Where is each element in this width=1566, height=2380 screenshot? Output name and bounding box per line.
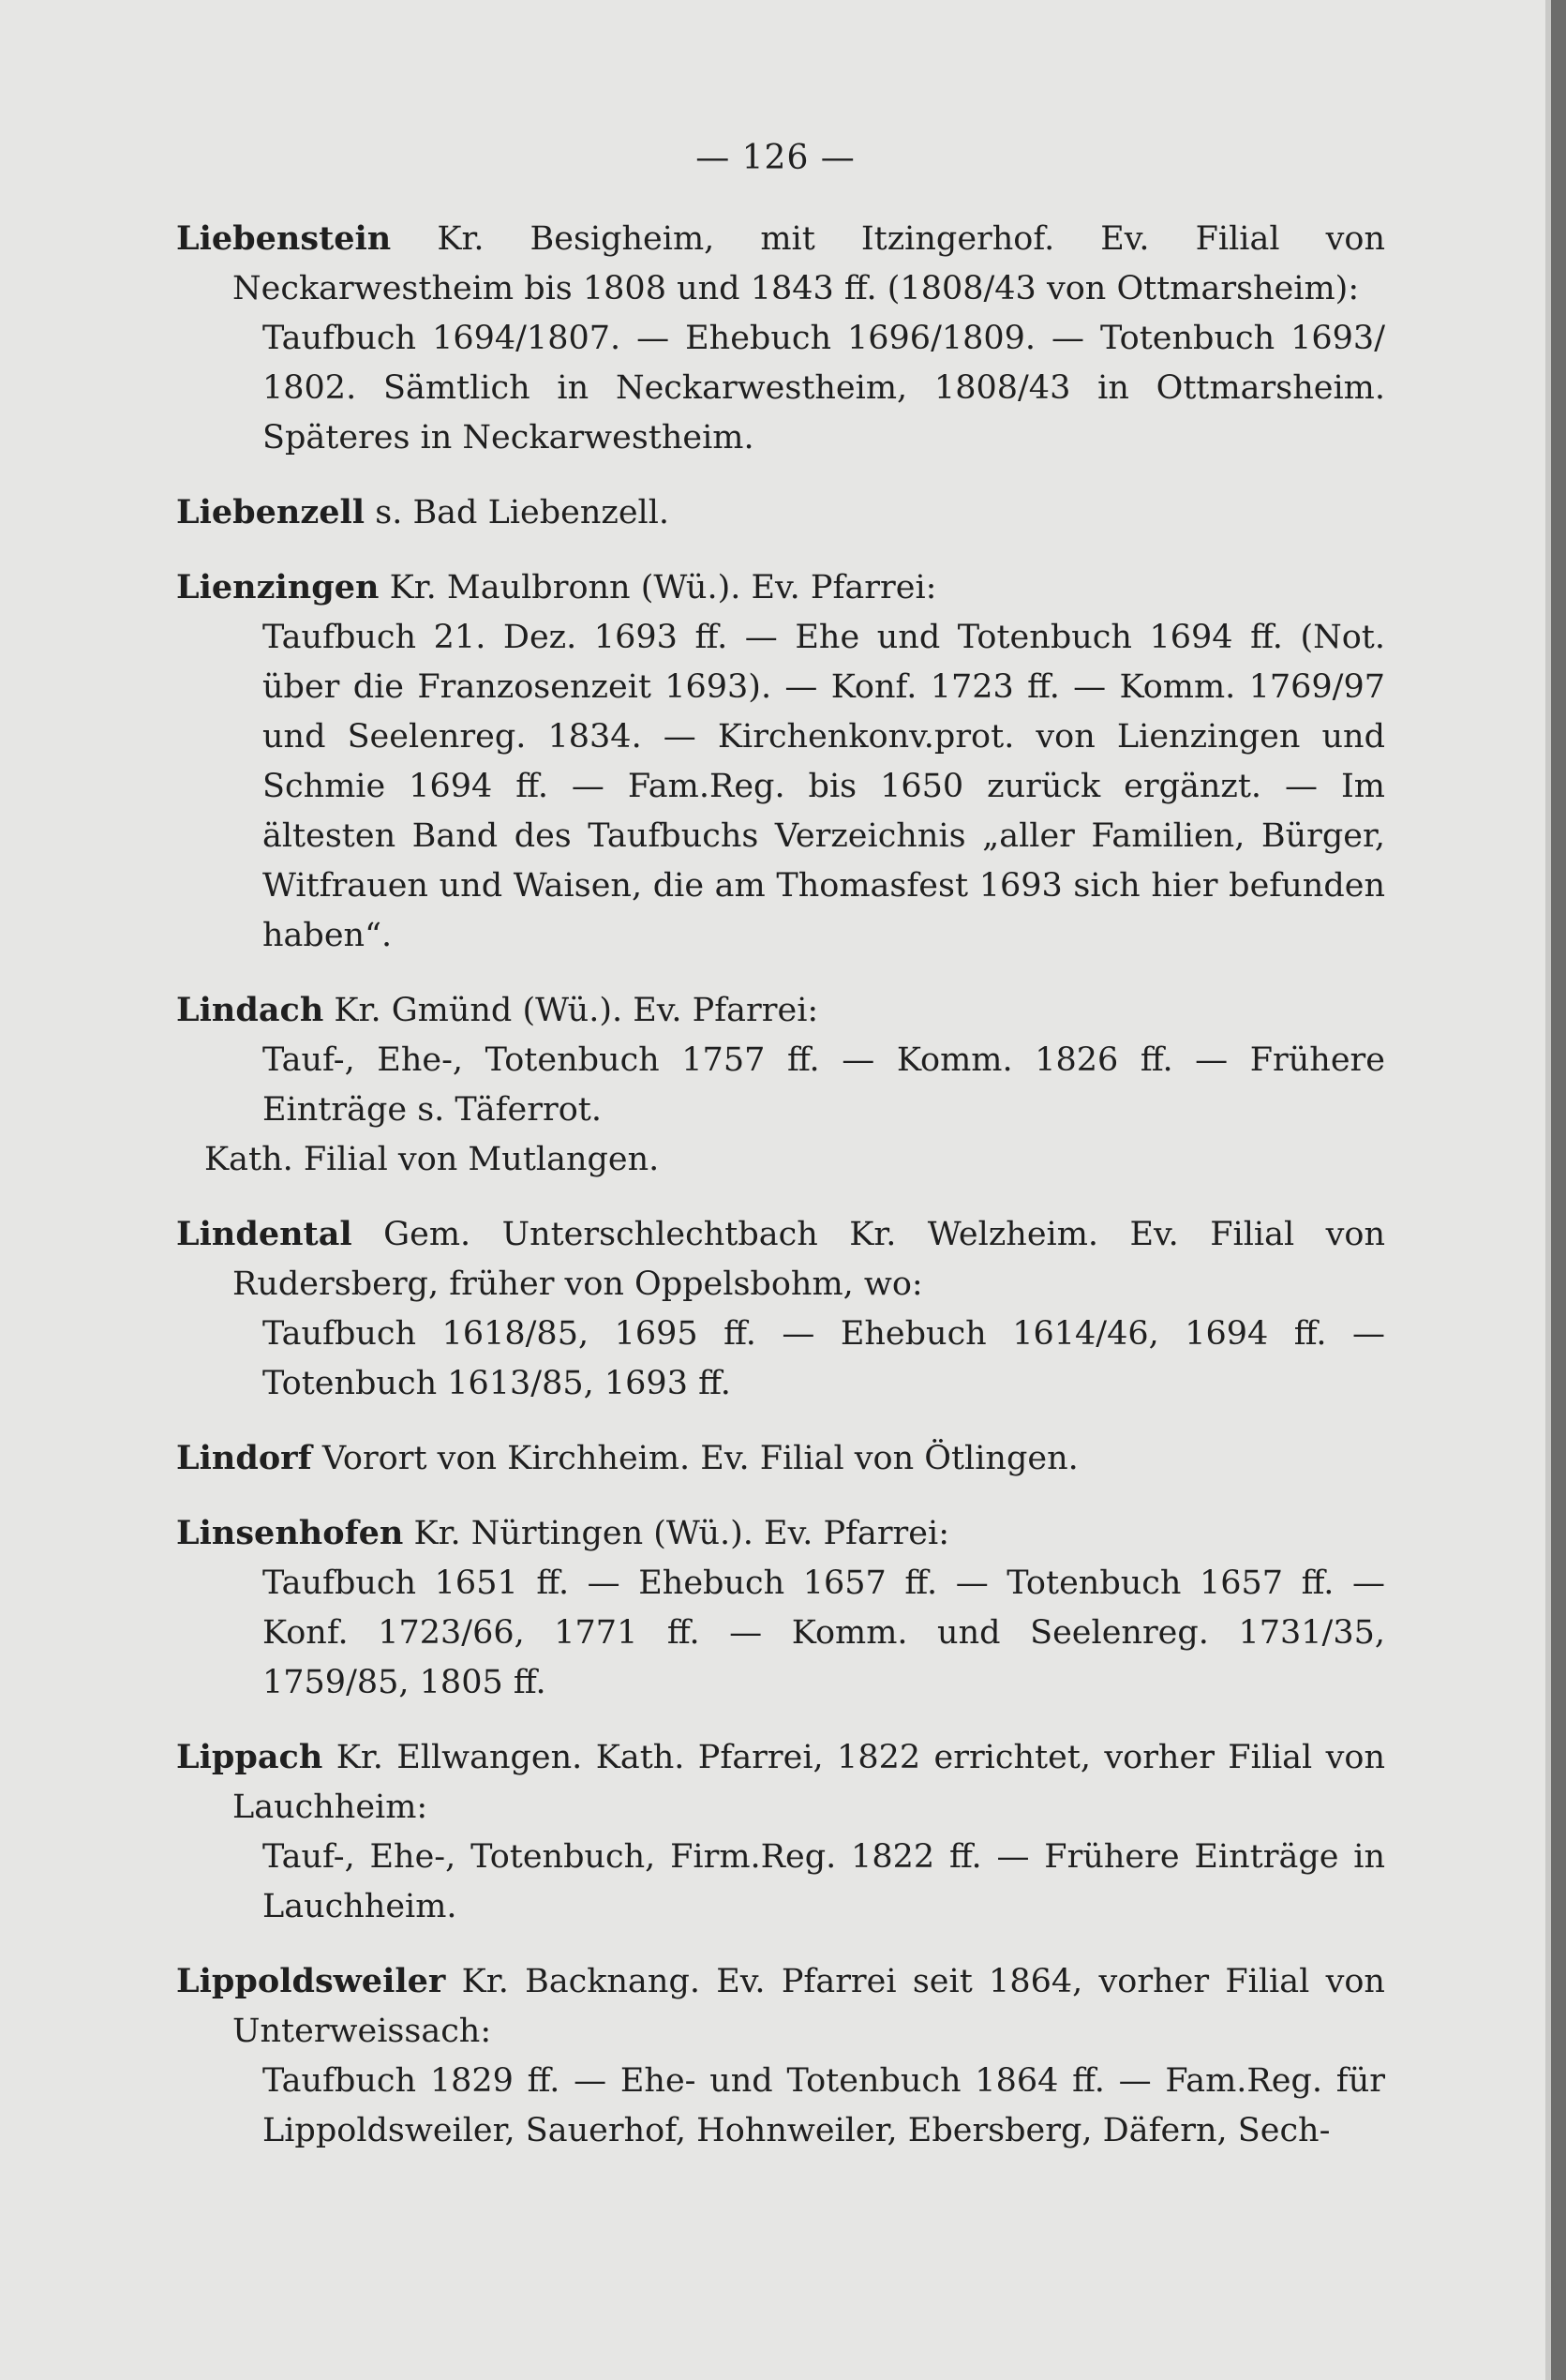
entry-heading: Kr. Maulbronn (Wü.). Ev. Pfarrei: [389, 569, 937, 606]
entry-heading: Kr. Besigheim, mit Itzingerhof. Ev. Filial von Neckarwestheim bis 1808 und 1843 ff. (1808/43 von Ottmarsheim): [232, 220, 1385, 307]
entry-catholic-note: Kath. Filial von Mutlangen. [204, 1141, 660, 1178]
place-name: Lindental [176, 1215, 352, 1253]
place-name: Lippoldsweiler [176, 1962, 446, 2000]
entry-lindental [176, 1209, 1385, 1409]
entry-liebenstein [176, 214, 1385, 463]
entry-lippoldsweiler [176, 1956, 1385, 2156]
entry-lindach [176, 985, 1385, 1185]
entry-linsenhofen [176, 1508, 1385, 1708]
page-number: — 126 — [695, 139, 856, 177]
entry-records: Tauf-, Ehe-, Totenbuch 1757 ff. — Komm. 1826 ff. — Frühere Einträge s. Täferrot. [262, 1041, 1385, 1129]
place-name: Liebenstein [176, 219, 392, 258]
place-name: Lindach [176, 991, 324, 1029]
place-name: Linsenhofen [176, 1514, 404, 1552]
entry-lindorf [176, 1433, 1385, 1484]
entry-liebenzell [176, 487, 1385, 538]
entry-heading: Kr. Ellwangen. Kath. Pfarrei, 1822 errichtet, vorher Filial von Lauchheim: [232, 1739, 1385, 1826]
entry-heading: Kr. Nürtingen (Wü.). Ev. Pfarrei: [413, 1515, 949, 1552]
entry-records: Tauf-, Ehe-, Totenbuch, Firm.Reg. 1822 ff. — Frühere Einträge in Lauchheim. [262, 1838, 1385, 1925]
entry-heading: Kr. Gmünd (Wü.). Ev. Pfarrei: [334, 992, 819, 1029]
book-spine [1551, 0, 1566, 2380]
entry-list [176, 214, 1385, 2180]
entry-records: Taufbuch 21. Dez. 1693 ff. — Ehe und Totenbuch 1694 ff. (Not. über die Franzosenzeit 1693). — Konf. 1723 ff. — Komm. 1769/97 und Seelenreg. 1834. — Kirchenkonv.prot. von Lienzingen und Schmie 1694 ff. — Fam.Reg. bis 1650 zurück ergänzt. — Im ältesten Band des Taufbuchs Verzeichnis „aller Familien, Bürger, Witfrauen und Waisen, die am Thomasfest 1693 sich hier befunden haben“. [262, 619, 1385, 954]
entry-records: Taufbuch 1618/85, 1695 ff. — Ehebuch 1614/46, 1694 ff. — Totenbuch 1613/85, 1693 ff. [262, 1315, 1385, 1402]
entry-lippach [176, 1732, 1385, 1932]
place-name: Lippach [176, 1738, 323, 1776]
entry-records: Taufbuch 1651 ff. — Ehebuch 1657 ff. — Totenbuch 1657 ff. — Konf. 1723/66, 1771 ff. — Komm. und Seelenreg. 1731/35, 1759/85, 1805 ff. [262, 1564, 1385, 1701]
entry-records: Taufbuch 1829 ff. — Ehe- und Totenbuch 1864 ff. — Fam.Reg. für Lippoldsweiler, Sauerhof, Hohnweiler, Ebersberg, Däfern, Sech- [262, 2062, 1385, 2149]
entry-heading: Kr. Backnang. Ev. Pfarrei seit 1864, vorher Filial von Unterweissach: [232, 1963, 1385, 2050]
place-name: Lienzingen [176, 568, 380, 606]
entry-heading: Gem. Unterschlechtbach Kr. Welzheim. Ev. Filial von Rudersberg, früher von Oppelsbohm, wo: [232, 1216, 1385, 1303]
entry-heading: Vorort von Kirchheim. Ev. Filial von Ötlingen. [321, 1440, 1079, 1477]
place-name: Liebenzell [176, 493, 365, 531]
entry-lienzingen [176, 562, 1385, 961]
place-name: Lindorf [176, 1439, 312, 1477]
entry-heading: s. Bad Liebenzell. [375, 494, 670, 531]
entry-records: Taufbuch 1694/1807. — Ehebuch 1696/1809. — Totenbuch 1693/ 1802. Sämtlich in Neckarwestheim, 1808/43 in Ottmarsheim. Späteres in Neckarwestheim. [262, 320, 1385, 457]
